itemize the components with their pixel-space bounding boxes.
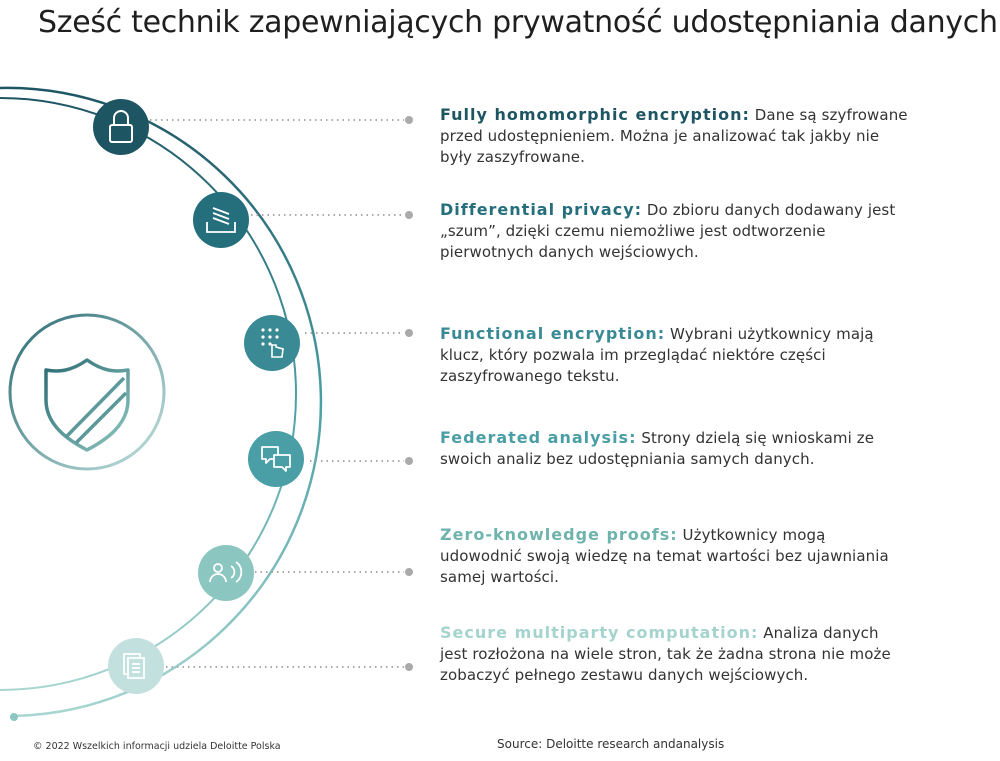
technique-2 <box>440 199 910 263</box>
technique-description: Do zbioru danych dodawany jest „szum”, dzięki czemu niemożliwe jest odtworzenie pierwotnych danych wejściowych. <box>440 201 896 261</box>
technique-1 <box>440 104 910 168</box>
technique-description: Dane są szyfrowane przed udostępnieniem. Można je analizować tak jakby nie były zaszyfrowane. <box>440 106 908 166</box>
technique-term: Fully homomorphic encryption: <box>440 105 750 124</box>
technique-3 <box>440 323 910 387</box>
technique-5 <box>440 524 910 588</box>
technique-description: Analiza danych jest rozłożona na wiele stron, tak że żadna strona nie może zobaczyć pełnego zestawu danych wejściowych. <box>440 624 891 684</box>
shield-icon <box>46 360 128 450</box>
technique-description: Strony dzielą się wnioskami ze swoich analiz bez udostępniania samych danych. <box>440 429 875 468</box>
node-5 <box>198 545 413 601</box>
technique-term: Functional encryption: <box>440 324 666 343</box>
outer-arc <box>0 88 321 716</box>
source-note: Source: Deloitte research andanalysis <box>497 737 725 751</box>
node-4 <box>248 431 413 487</box>
technique-description: Użytkownicy mogą udowodnić swoją wiedzę na temat wartości bez ujawniania samej wartości. <box>440 526 889 586</box>
technique-term: Federated analysis: <box>440 428 637 447</box>
copyright-note: © 2022 Wszelkich informacji udziela Deloitte Polska <box>33 741 281 752</box>
technique-4 <box>440 427 910 470</box>
technique-6 <box>440 622 910 686</box>
node-1 <box>93 99 413 155</box>
technique-term: Secure multiparty computation: <box>440 623 759 642</box>
node-6 <box>108 638 413 694</box>
arc-end-dot <box>10 713 18 721</box>
node-2 <box>193 192 413 248</box>
node-3 <box>244 315 413 371</box>
technique-description: Wybrani użytkownicy mają klucz, który pozwala im przeglądać niektóre części zaszyfrowanego tekstu. <box>440 325 874 385</box>
center-shield <box>10 315 164 469</box>
technique-term: Zero-knowledge proofs: <box>440 525 678 544</box>
page-title: Sześć technik zapewniających prywatność udostępniania danych <box>38 5 998 40</box>
technique-term: Differential privacy: <box>440 200 643 219</box>
